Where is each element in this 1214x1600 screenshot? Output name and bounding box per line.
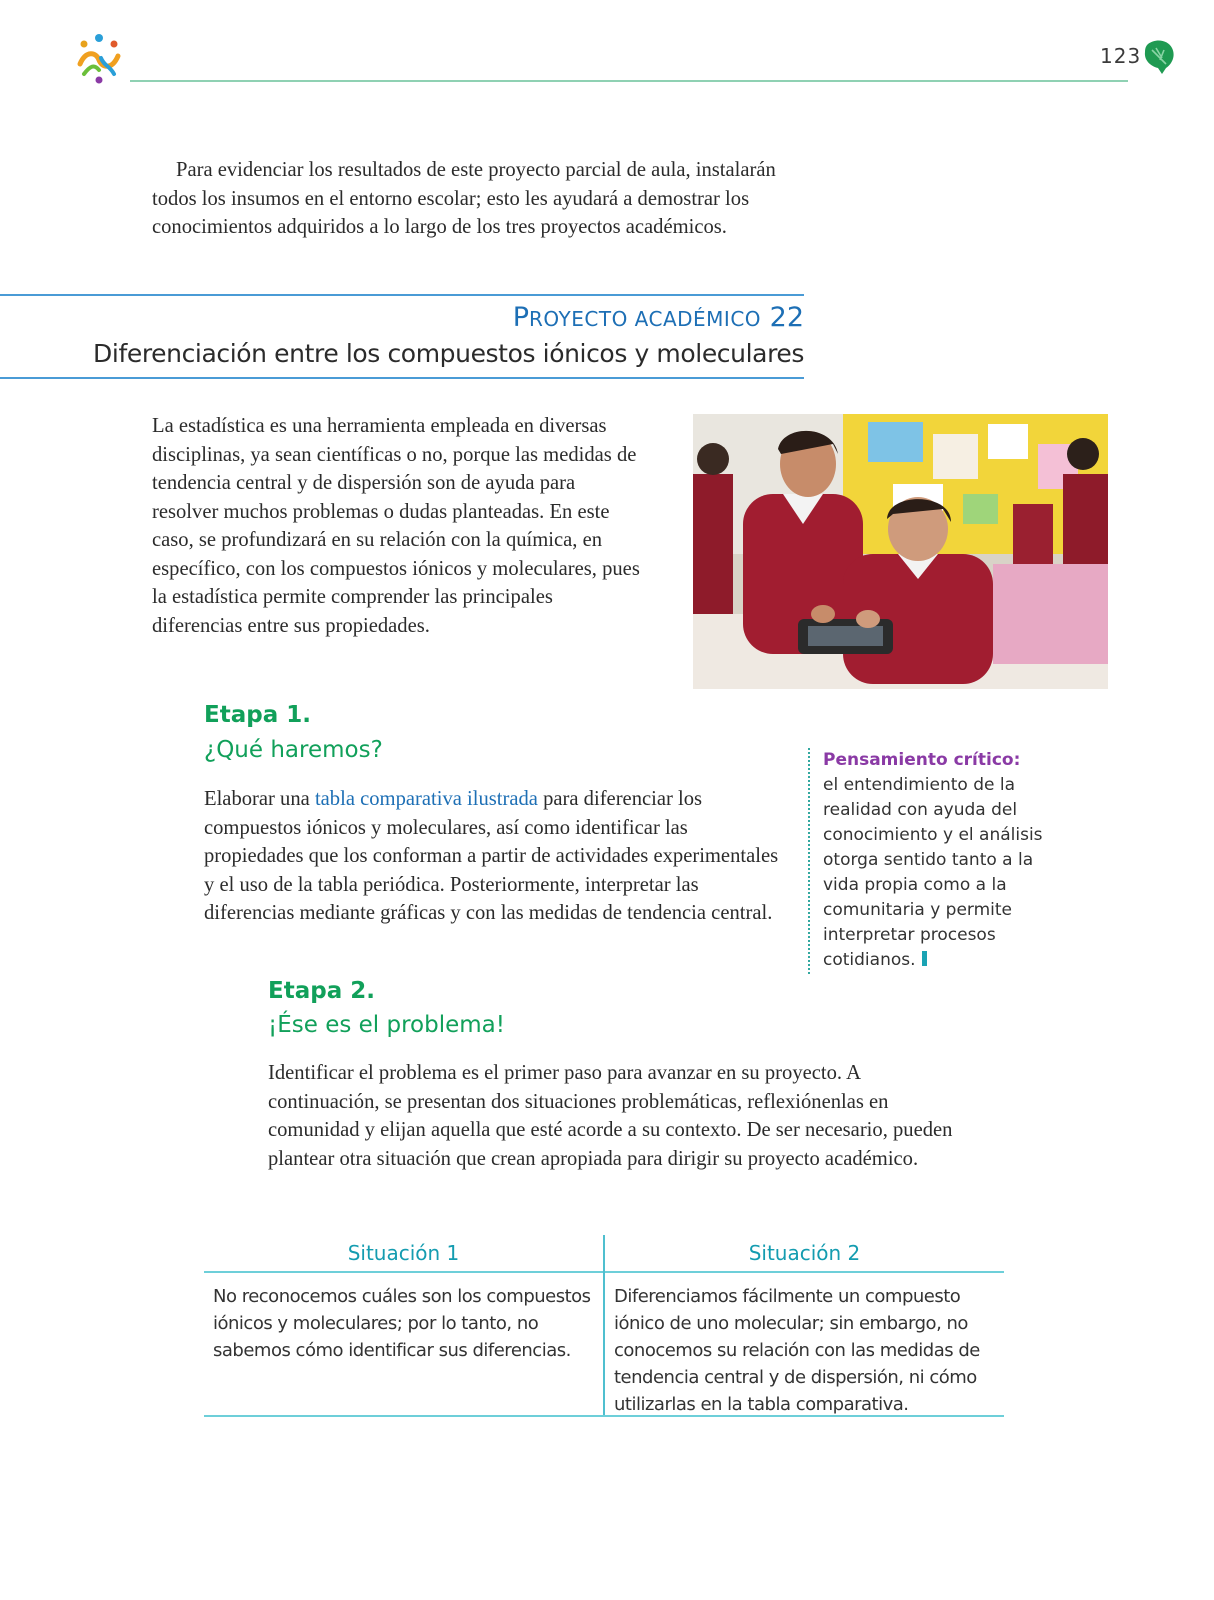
etapa2-paragraph: Identificar el problema es el primer paso para avanzar en su proyecto. A continuación, se presentan dos situaciones problemáticas, reflexiónenlas en comunidad y elijan aquella que esté acorde a su contexto. De ser necesario, pueden plantear otra situación que crean apropiada para dirigir su proyecto académico.: [268, 1062, 953, 1170]
sidebar-title: Pensamiento crítico:: [823, 750, 1021, 770]
project-label-initial: P: [512, 302, 529, 333]
project-label-text: ROYECTO ACADÉMICO: [528, 307, 762, 331]
comparative-table-link[interactable]: tabla comparativa ilustrada: [314, 788, 538, 810]
etapa2-subtitle: ¡Ése es el problema!: [268, 1012, 505, 1038]
table-bottom-rule: [204, 1415, 1004, 1417]
etapa1-subtitle: ¿Qué haremos?: [204, 737, 383, 763]
project-number: 22: [769, 302, 804, 333]
sidebar-body: el entendimiento de la realidad con ayuda del conocimiento y el análisis otorga sentido tanto a la vida propia como a la comunitaria y permite interpretar procesos cotidianos.: [823, 775, 1043, 970]
project-label: [0, 302, 804, 333]
situation-text: Diferenciamos fácilmente un compuesto iónico de uno molecular; sin embargo, no conocemos su relación con las medidas de tendencia central y de dispersión, ni cómo utilizarlas en la tabla comparativa.: [614, 1286, 980, 1415]
situations-table: [204, 1235, 1004, 1415]
page-number: 123: [1100, 44, 1142, 68]
critical-thinking-sidebar: [808, 748, 1073, 974]
etapa2-title: Etapa 2.: [268, 978, 375, 1004]
statistics-paragraph: La estadística es una herramienta empleada en diversas disciplinas, ya sean científicas o no, porque las medidas de tendencia central y de dispersión son de ayuda para resolver muchos problemas o dudas planteadas. En este caso, se profundizará en su relación con la química, en específico, con los compuestos iónicos y moleculares, pues la estadística permite comprender las principales diferencias entre sus propiedades.: [152, 415, 640, 637]
leaf-icon: [1142, 38, 1176, 76]
heading-rule-top: [0, 294, 804, 296]
etapa1-title: Etapa 1.: [204, 702, 311, 728]
classroom-photo: [693, 414, 1108, 689]
sidebar-text: [823, 773, 1073, 973]
etapa1-text-after: para diferenciar los compuestos iónicos y moleculares, así como identificar las propiedades que los conforman a partir de actividades experimentales y el uso de la tabla periódica. Posteriormente, interpretar las diferencias mediante gráficas y con las medidas de tendencia central.: [204, 788, 779, 924]
situation-column: [204, 1235, 603, 1415]
etapa1-text-before: Elaborar una: [204, 788, 315, 810]
end-mark-icon: [922, 951, 927, 966]
publisher-logo-icon: [70, 30, 128, 88]
header-rule: [130, 80, 1128, 82]
situation-text: No reconocemos cuáles son los compuestos iónicos y moleculares; por lo tanto, no sabemos cómo identificar sus diferencias.: [213, 1286, 591, 1361]
etapa1-paragraph: [204, 785, 784, 928]
situation-column: [605, 1235, 1004, 1415]
situation-heading: Situación 1: [204, 1235, 603, 1273]
heading-rule-bottom: [0, 377, 804, 379]
situation-heading: Situación 2: [605, 1235, 1004, 1273]
project-title: Diferenciación entre los compuestos iónicos y moleculares: [93, 339, 804, 368]
intro-paragraph: Para evidenciar los resultados de este proyecto parcial de aula, instalarán todos los insumos en el entorno escolar; esto les ayudará a demostrar los conocimientos adquiridos a lo largo de los tres proyectos académicos.: [152, 159, 776, 238]
